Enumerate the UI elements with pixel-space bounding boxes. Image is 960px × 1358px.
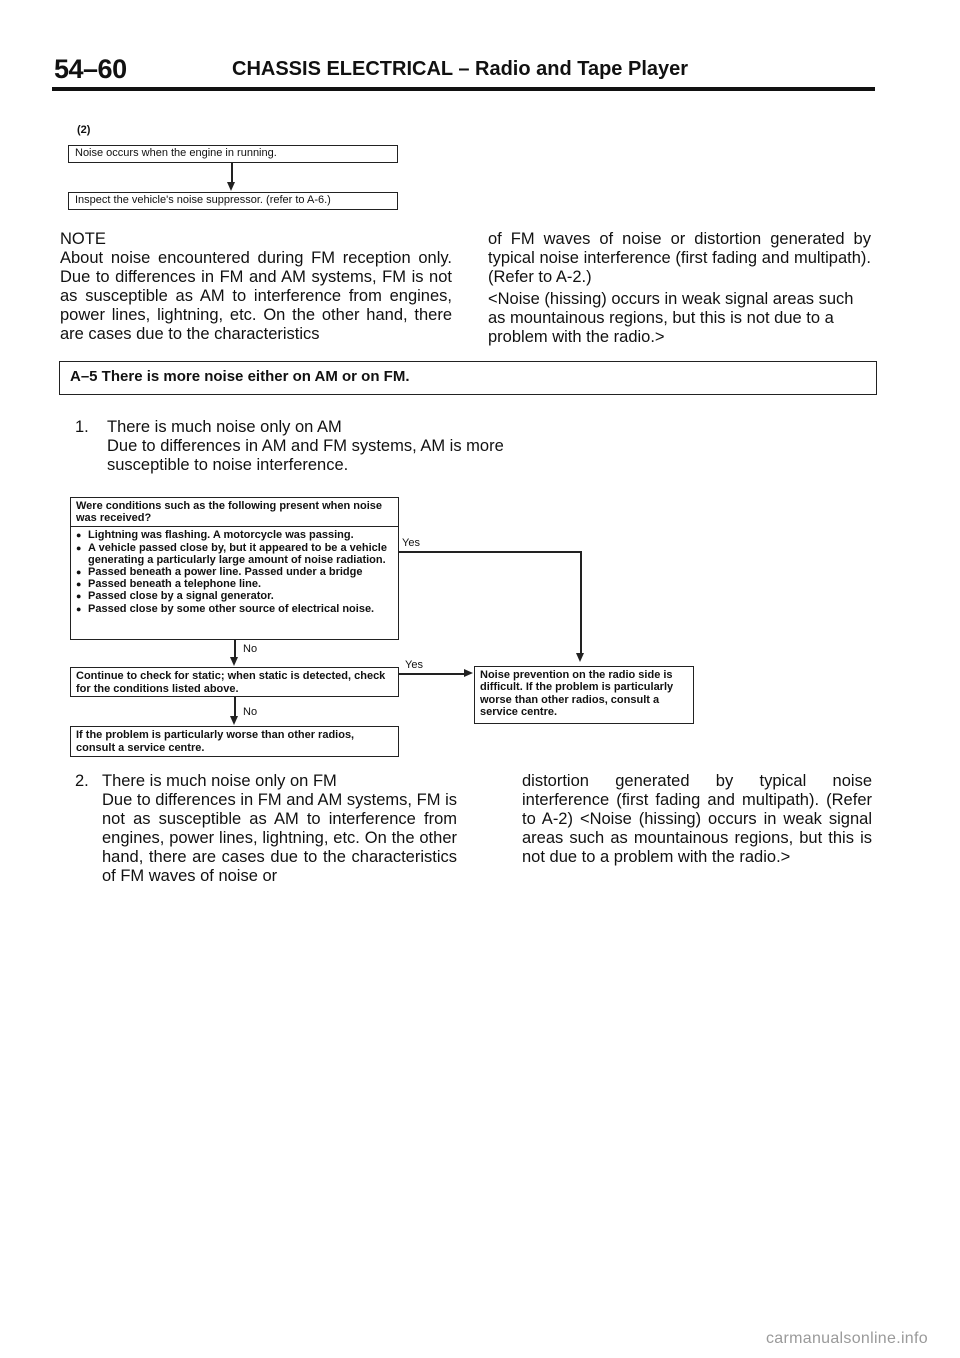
consult-service-box: If the problem is particularly worse than other radios, consult a service centre. [70,726,399,757]
item2-number: 2. [75,772,89,790]
noise-engine-box: Noise occurs when the engine in running. [68,145,398,163]
arrow-down-icon [227,182,235,191]
no-label: No [243,643,258,655]
arrow-right-icon [464,669,473,677]
flow-connector [399,673,465,675]
yes-label: Yes [402,537,420,549]
page-number: 54–60 [54,54,127,84]
watermark: carmanualsonline.info [766,1330,928,1347]
section-label: (2) [77,124,91,136]
conditions-question: Were conditions such as the following present when noise was received? [76,500,383,525]
note-right-text: of FM waves of noise or distortion generated by typical noise interference (first fading and multipath). (Refer to A-2.) [488,230,871,286]
note-heading: NOTE [60,230,106,248]
a5-heading-box: A–5 There is more noise either on AM or on FM. [59,361,877,395]
item2-title: There is much noise only on FM [102,772,337,790]
flow-connector [234,640,236,658]
list-item: ● Passed close by some other source of electrical noise. [76,603,393,615]
noise-prevention-result-box: Noise prevention on the radio side is difficult. If the problem is particularly worse than other radios, consult a service centre. [474,666,694,724]
conditions-question-box [70,497,399,640]
note-left-text: About noise encountered during FM reception only. Due to differences in FM and AM systems, FM is not as susceptible as AM to interference from engines, power lines, lightning, etc. On the other hand, there are cases due to the characteristics [60,249,452,343]
item1-text: Due to differences in AM and FM systems, AM is more susceptible to noise interference. [107,437,504,474]
yes-label: Yes [405,659,423,671]
flow-connector [580,551,582,654]
list-item: ● Passed beneath a telephone line. [76,578,393,590]
list-item: ● Passed close by a signal generator. [76,590,393,602]
note-right-text-hissing: <Noise (hissing) occurs in weak signal areas such as mountainous regions, but this is not due to a problem with the radio.> [488,290,854,346]
item1-title: There is much noise only on AM [107,418,342,436]
list-item: ● A vehicle passed close by, but it appeared to be a vehicle generating a particularly large amount of noise radiation. [76,542,393,566]
flow-connector [231,163,233,183]
page-title: CHASSIS ELECTRICAL – Radio and Tape Player [232,58,689,80]
continue-check-box: Continue to check for static; when static is detected, check for the conditions listed above. [70,667,399,697]
list-item: ● Passed beneath a power line. Passed under a bridge [76,566,393,578]
box-divider [71,526,398,527]
item2-right-text: distortion generated by typical noise interference (first fading and multipath). (Refer to A-2) <Noise (hissing) occurs in weak signal areas such as mountainous regions, but this is not due to a problem with the radio.> [522,772,872,866]
flow-connector [399,551,581,553]
header-rule [52,87,875,91]
inspect-suppressor-box: Inspect the vehicle's noise suppressor. (refer to A-6.) [68,192,398,210]
arrow-down-icon [230,716,238,725]
arrow-down-icon [576,653,584,662]
flow-connector [234,697,236,717]
item2-left-text: Due to differences in FM and AM systems, FM is not as susceptible as AM to interference from engines, power lines, lightning, etc. On the other hand, there are cases due to the characteristics of FM waves of noise or [102,791,457,885]
item1-number: 1. [75,418,89,436]
conditions-list [76,529,393,614]
arrow-down-icon [230,657,238,666]
no-label: No [243,706,258,718]
list-item: ● Lightning was flashing. A motorcycle was passing. [76,529,393,541]
